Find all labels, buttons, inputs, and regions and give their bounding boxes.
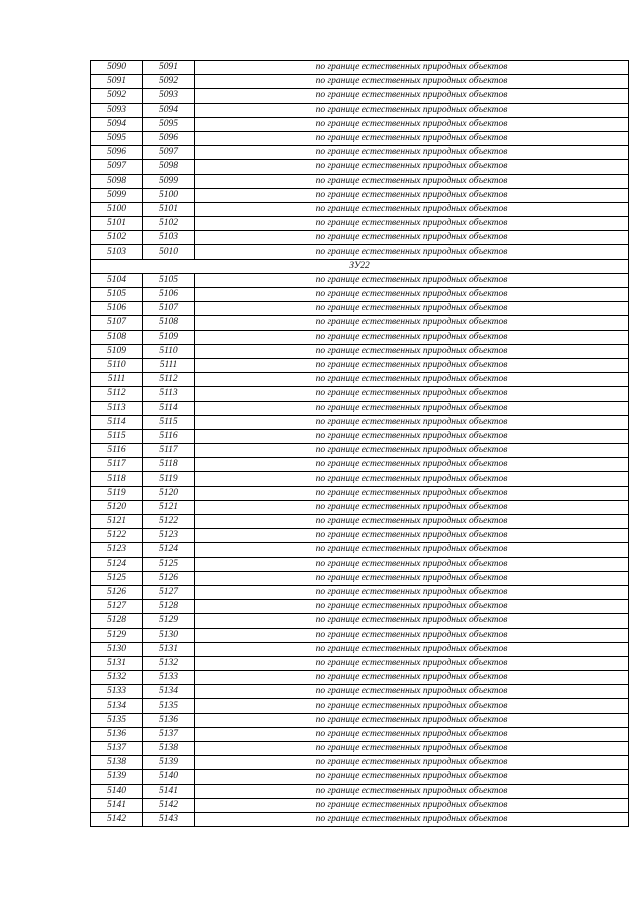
from-point-cell: 5137 bbox=[91, 742, 143, 756]
description-cell: по границе естественных природных объектов bbox=[195, 614, 629, 628]
from-point-cell: 5106 bbox=[91, 302, 143, 316]
from-point-cell: 5104 bbox=[91, 273, 143, 287]
to-point-cell: 5100 bbox=[143, 188, 195, 202]
table-row bbox=[91, 429, 629, 443]
table-row bbox=[91, 472, 629, 486]
table-row bbox=[91, 273, 629, 287]
from-point-cell: 5118 bbox=[91, 472, 143, 486]
from-point-cell: 5099 bbox=[91, 188, 143, 202]
description-cell: по границе естественных природных объектов bbox=[195, 174, 629, 188]
description-cell: по границе естественных природных объектов bbox=[195, 585, 629, 599]
from-point-cell: 5134 bbox=[91, 699, 143, 713]
table-row bbox=[91, 628, 629, 642]
description-cell: по границе естественных природных объектов bbox=[195, 642, 629, 656]
from-point-cell: 5109 bbox=[91, 344, 143, 358]
to-point-cell: 5115 bbox=[143, 415, 195, 429]
table-row bbox=[91, 89, 629, 103]
table-row bbox=[91, 316, 629, 330]
table-row bbox=[91, 415, 629, 429]
description-cell: по границе естественных природных объектов bbox=[195, 571, 629, 585]
description-cell: по границе естественных природных объектов bbox=[195, 812, 629, 826]
to-point-cell: 5105 bbox=[143, 273, 195, 287]
to-point-cell: 5126 bbox=[143, 571, 195, 585]
from-point-cell: 5132 bbox=[91, 671, 143, 685]
to-point-cell: 5102 bbox=[143, 217, 195, 231]
from-point-cell: 5120 bbox=[91, 500, 143, 514]
description-cell: по границе естественных природных объектов bbox=[195, 288, 629, 302]
to-point-cell: 5131 bbox=[143, 642, 195, 656]
description-cell: по границе естественных природных объектов bbox=[195, 543, 629, 557]
description-cell: по границе естественных природных объектов bbox=[195, 103, 629, 117]
from-point-cell: 5129 bbox=[91, 628, 143, 642]
description-cell: по границе естественных природных объектов bbox=[195, 699, 629, 713]
from-point-cell: 5117 bbox=[91, 458, 143, 472]
from-point-cell: 5098 bbox=[91, 174, 143, 188]
from-point-cell: 5125 bbox=[91, 571, 143, 585]
table-row bbox=[91, 160, 629, 174]
table-row bbox=[91, 131, 629, 145]
table-row bbox=[91, 458, 629, 472]
to-point-cell: 5121 bbox=[143, 500, 195, 514]
table-row bbox=[91, 231, 629, 245]
to-point-cell: 5093 bbox=[143, 89, 195, 103]
table-row bbox=[91, 146, 629, 160]
table-row bbox=[91, 61, 629, 75]
table-row bbox=[91, 571, 629, 585]
from-point-cell: 5142 bbox=[91, 812, 143, 826]
from-point-cell: 5092 bbox=[91, 89, 143, 103]
to-point-cell: 5130 bbox=[143, 628, 195, 642]
description-cell: по границе естественных природных объектов bbox=[195, 387, 629, 401]
description-cell: по границе естественных природных объектов bbox=[195, 529, 629, 543]
description-cell: по границе естественных природных объектов bbox=[195, 628, 629, 642]
from-point-cell: 5113 bbox=[91, 401, 143, 415]
table-row bbox=[91, 344, 629, 358]
to-point-cell: 5129 bbox=[143, 614, 195, 628]
description-cell: по границе естественных природных объектов bbox=[195, 117, 629, 131]
table-row bbox=[91, 500, 629, 514]
from-point-cell: 5121 bbox=[91, 515, 143, 529]
description-cell: по границе естественных природных объектов bbox=[195, 429, 629, 443]
description-cell: по границе естественных природных объектов bbox=[195, 89, 629, 103]
description-cell: по границе естественных природных объектов bbox=[195, 600, 629, 614]
to-point-cell: 5140 bbox=[143, 770, 195, 784]
table-row bbox=[91, 770, 629, 784]
boundary-points-table bbox=[90, 60, 629, 827]
to-point-cell: 5138 bbox=[143, 742, 195, 756]
description-cell: по границе естественных природных объектов bbox=[195, 685, 629, 699]
from-point-cell: 5115 bbox=[91, 429, 143, 443]
to-point-cell: 5119 bbox=[143, 472, 195, 486]
table-row bbox=[91, 798, 629, 812]
table-row bbox=[91, 217, 629, 231]
from-point-cell: 5123 bbox=[91, 543, 143, 557]
description-cell: по границе естественных природных объектов bbox=[195, 316, 629, 330]
to-point-cell: 5108 bbox=[143, 316, 195, 330]
description-cell: по границе естественных природных объектов bbox=[195, 401, 629, 415]
from-point-cell: 5130 bbox=[91, 642, 143, 656]
to-point-cell: 5139 bbox=[143, 756, 195, 770]
from-point-cell: 5119 bbox=[91, 486, 143, 500]
section-label: ЗУ22 bbox=[91, 259, 629, 273]
description-cell: по границе естественных природных объектов bbox=[195, 515, 629, 529]
from-point-cell: 5093 bbox=[91, 103, 143, 117]
from-point-cell: 5140 bbox=[91, 784, 143, 798]
from-point-cell: 5136 bbox=[91, 727, 143, 741]
table-row bbox=[91, 543, 629, 557]
description-cell: по границе естественных природных объектов bbox=[195, 770, 629, 784]
description-cell: по границе естественных природных объектов bbox=[195, 486, 629, 500]
to-point-cell: 5094 bbox=[143, 103, 195, 117]
table-row bbox=[91, 713, 629, 727]
description-cell: по границе естественных природных объектов bbox=[195, 557, 629, 571]
table-row bbox=[91, 784, 629, 798]
to-point-cell: 5092 bbox=[143, 75, 195, 89]
from-point-cell: 5105 bbox=[91, 288, 143, 302]
table-row bbox=[91, 685, 629, 699]
table-row bbox=[91, 727, 629, 741]
to-point-cell: 5099 bbox=[143, 174, 195, 188]
table-row bbox=[91, 742, 629, 756]
to-point-cell: 5103 bbox=[143, 231, 195, 245]
from-point-cell: 5116 bbox=[91, 444, 143, 458]
to-point-cell: 5134 bbox=[143, 685, 195, 699]
to-point-cell: 5116 bbox=[143, 429, 195, 443]
description-cell: по границе естественных природных объектов bbox=[195, 75, 629, 89]
from-point-cell: 5094 bbox=[91, 117, 143, 131]
from-point-cell: 5090 bbox=[91, 61, 143, 75]
from-point-cell: 5124 bbox=[91, 557, 143, 571]
table-row bbox=[91, 202, 629, 216]
table-row bbox=[91, 302, 629, 316]
table-row bbox=[91, 444, 629, 458]
description-cell: по границе естественных природных объектов bbox=[195, 458, 629, 472]
from-point-cell: 5133 bbox=[91, 685, 143, 699]
to-point-cell: 5128 bbox=[143, 600, 195, 614]
from-point-cell: 5128 bbox=[91, 614, 143, 628]
from-point-cell: 5108 bbox=[91, 330, 143, 344]
description-cell: по границе естественных природных объектов bbox=[195, 784, 629, 798]
from-point-cell: 5139 bbox=[91, 770, 143, 784]
description-cell: по границе естественных природных объектов bbox=[195, 500, 629, 514]
table-row bbox=[91, 529, 629, 543]
to-point-cell: 5133 bbox=[143, 671, 195, 685]
to-point-cell: 5127 bbox=[143, 585, 195, 599]
to-point-cell: 5107 bbox=[143, 302, 195, 316]
description-cell: по границе естественных природных объектов bbox=[195, 188, 629, 202]
description-cell: по границе естественных природных объектов bbox=[195, 146, 629, 160]
from-point-cell: 5102 bbox=[91, 231, 143, 245]
from-point-cell: 5091 bbox=[91, 75, 143, 89]
from-point-cell: 5107 bbox=[91, 316, 143, 330]
from-point-cell: 5111 bbox=[91, 373, 143, 387]
to-point-cell: 5111 bbox=[143, 358, 195, 372]
to-point-cell: 5112 bbox=[143, 373, 195, 387]
from-point-cell: 5112 bbox=[91, 387, 143, 401]
to-point-cell: 5118 bbox=[143, 458, 195, 472]
description-cell: по границе естественных природных объектов bbox=[195, 131, 629, 145]
table-row bbox=[91, 756, 629, 770]
section-header-row bbox=[91, 259, 629, 273]
to-point-cell: 5120 bbox=[143, 486, 195, 500]
description-cell: по границе естественных природных объектов bbox=[195, 472, 629, 486]
table-row bbox=[91, 373, 629, 387]
description-cell: по границе естественных природных объектов bbox=[195, 217, 629, 231]
description-cell: по границе естественных природных объектов bbox=[195, 231, 629, 245]
from-point-cell: 5126 bbox=[91, 585, 143, 599]
description-cell: по границе естественных природных объектов bbox=[195, 245, 629, 259]
to-point-cell: 5135 bbox=[143, 699, 195, 713]
from-point-cell: 5096 bbox=[91, 146, 143, 160]
table-row bbox=[91, 288, 629, 302]
table-row bbox=[91, 515, 629, 529]
to-point-cell: 5096 bbox=[143, 131, 195, 145]
table-row bbox=[91, 117, 629, 131]
table-row bbox=[91, 103, 629, 117]
table-row bbox=[91, 671, 629, 685]
description-cell: по границе естественных природных объектов bbox=[195, 358, 629, 372]
table-row bbox=[91, 174, 629, 188]
table-row bbox=[91, 600, 629, 614]
from-point-cell: 5100 bbox=[91, 202, 143, 216]
from-point-cell: 5131 bbox=[91, 656, 143, 670]
description-cell: по границе естественных природных объектов bbox=[195, 798, 629, 812]
table-row bbox=[91, 585, 629, 599]
from-point-cell: 5141 bbox=[91, 798, 143, 812]
from-point-cell: 5135 bbox=[91, 713, 143, 727]
description-cell: по границе естественных природных объектов bbox=[195, 160, 629, 174]
to-point-cell: 5141 bbox=[143, 784, 195, 798]
description-cell: по границе естественных природных объектов bbox=[195, 727, 629, 741]
from-point-cell: 5097 bbox=[91, 160, 143, 174]
table-row bbox=[91, 387, 629, 401]
to-point-cell: 5101 bbox=[143, 202, 195, 216]
description-cell: по границе естественных природных объектов bbox=[195, 756, 629, 770]
table-body bbox=[91, 61, 629, 827]
to-point-cell: 5122 bbox=[143, 515, 195, 529]
to-point-cell: 5142 bbox=[143, 798, 195, 812]
table-row bbox=[91, 812, 629, 826]
from-point-cell: 5095 bbox=[91, 131, 143, 145]
table-row bbox=[91, 75, 629, 89]
to-point-cell: 5124 bbox=[143, 543, 195, 557]
table-row bbox=[91, 330, 629, 344]
to-point-cell: 5098 bbox=[143, 160, 195, 174]
to-point-cell: 5010 bbox=[143, 245, 195, 259]
to-point-cell: 5095 bbox=[143, 117, 195, 131]
to-point-cell: 5143 bbox=[143, 812, 195, 826]
to-point-cell: 5132 bbox=[143, 656, 195, 670]
to-point-cell: 5106 bbox=[143, 288, 195, 302]
from-point-cell: 5138 bbox=[91, 756, 143, 770]
description-cell: по границе естественных природных объектов bbox=[195, 202, 629, 216]
description-cell: по границе естественных природных объектов bbox=[195, 344, 629, 358]
description-cell: по границе естественных природных объектов bbox=[195, 330, 629, 344]
to-point-cell: 5123 bbox=[143, 529, 195, 543]
to-point-cell: 5137 bbox=[143, 727, 195, 741]
from-point-cell: 5103 bbox=[91, 245, 143, 259]
description-cell: по границе естественных природных объектов bbox=[195, 671, 629, 685]
table-row bbox=[91, 656, 629, 670]
table-row bbox=[91, 245, 629, 259]
description-cell: по границе естественных природных объектов bbox=[195, 373, 629, 387]
from-point-cell: 5114 bbox=[91, 415, 143, 429]
table-row bbox=[91, 358, 629, 372]
table-row bbox=[91, 401, 629, 415]
to-point-cell: 5114 bbox=[143, 401, 195, 415]
table-row bbox=[91, 642, 629, 656]
to-point-cell: 5125 bbox=[143, 557, 195, 571]
table-row bbox=[91, 557, 629, 571]
description-cell: по границе естественных природных объектов bbox=[195, 273, 629, 287]
from-point-cell: 5101 bbox=[91, 217, 143, 231]
description-cell: по границе естественных природных объектов bbox=[195, 302, 629, 316]
description-cell: по границе естественных природных объектов bbox=[195, 61, 629, 75]
description-cell: по границе естественных природных объектов bbox=[195, 415, 629, 429]
from-point-cell: 5110 bbox=[91, 358, 143, 372]
table-row bbox=[91, 188, 629, 202]
description-cell: по границе естественных природных объектов bbox=[195, 444, 629, 458]
description-cell: по границе естественных природных объектов bbox=[195, 742, 629, 756]
table-row bbox=[91, 614, 629, 628]
to-point-cell: 5109 bbox=[143, 330, 195, 344]
from-point-cell: 5122 bbox=[91, 529, 143, 543]
description-cell: по границе естественных природных объектов bbox=[195, 713, 629, 727]
to-point-cell: 5136 bbox=[143, 713, 195, 727]
to-point-cell: 5117 bbox=[143, 444, 195, 458]
to-point-cell: 5110 bbox=[143, 344, 195, 358]
to-point-cell: 5113 bbox=[143, 387, 195, 401]
to-point-cell: 5091 bbox=[143, 61, 195, 75]
from-point-cell: 5127 bbox=[91, 600, 143, 614]
to-point-cell: 5097 bbox=[143, 146, 195, 160]
description-cell: по границе естественных природных объектов bbox=[195, 656, 629, 670]
table-row bbox=[91, 699, 629, 713]
table-row bbox=[91, 486, 629, 500]
